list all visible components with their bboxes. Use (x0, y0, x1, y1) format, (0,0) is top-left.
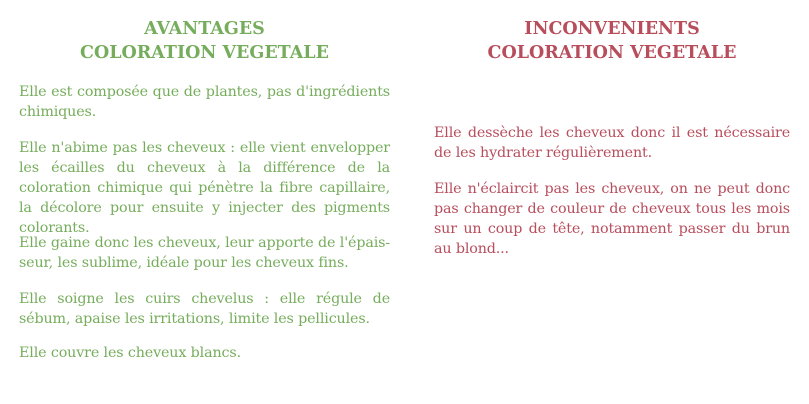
advantage-paragraph-1: Elle est composée que de plantes, pas d'ingrédients chimiques. (19, 84, 390, 120)
advantage-paragraph-4: Elle soigne les cuirs chevelus : elle régule de sébum, apaise les irritations, limite les pellicules. (19, 291, 390, 327)
disadvantages-heading (434, 17, 790, 65)
disadvantages-title-line1: INCONVENIENTS (524, 19, 700, 39)
disadvantage-paragraph-1: Elle dessèche les cheveux donc il est nécessaire de les hydrater régulièrement. (434, 125, 790, 161)
advantage-paragraph-3: Elle gaine donc les cheveux, leur apporte de l'épais-seur, les sublime, idéale pour les cheveux fins. (19, 235, 390, 271)
disadvantage-paragraph-2: Elle n'éclaircit pas les cheveux, on ne peut donc pas changer de couleur de cheveux tous les mois sur un coup de tête, notamment passer du brun au blond... (434, 181, 790, 257)
advantage-paragraph-2: Elle n'abime pas les cheveux : elle vient envelopper les écailles du cheveux à la différence de la coloration chimique qui pénètre la fibre capillaire, la décolore pour ensuite y injecter des pigments colorants. (19, 140, 390, 236)
advantages-heading (19, 17, 390, 65)
advantages-title-line2: COLORATION VEGETALE (80, 43, 329, 63)
disadvantages-title-line2: COLORATION VEGETALE (487, 43, 737, 63)
advantage-paragraph-5: Elle couvre les cheveux blancs. (19, 345, 241, 361)
advantages-title-line1: AVANTAGES (144, 19, 265, 39)
